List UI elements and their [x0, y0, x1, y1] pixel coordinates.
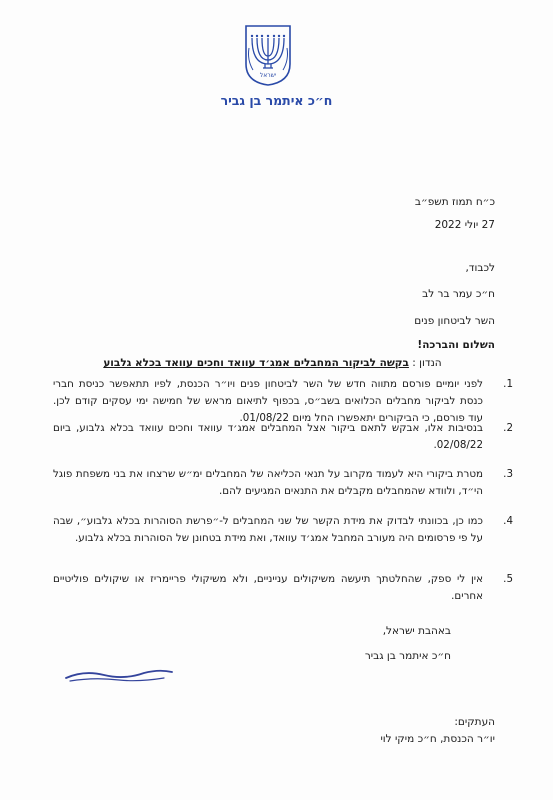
hebrew-date: כ״ח תמוז תשפ״ב — [414, 196, 495, 208]
recipient-name: ח״כ עמר בר לב — [422, 288, 495, 300]
subject-line — [50, 357, 495, 369]
handwritten-signature — [64, 664, 174, 688]
gregorian-date: 27 יולי 2022 — [434, 219, 495, 231]
item-text: אין לי ספק, שהחלטתך תיעשה משיקולים ענייניים, ולא משיקולי פריימריז או שיקולים פוליטיים אחרים. — [53, 573, 483, 602]
menorah-emblem-icon — [243, 24, 293, 86]
cc-recipient: יו״ר הכנסת, ח״כ מיקי לוי — [380, 733, 495, 745]
item-number: 1. — [503, 378, 513, 390]
greeting: השלום והברכה! — [417, 339, 495, 351]
recipient-salutation: לכבוד, — [465, 262, 495, 274]
emblem-text: ישראל — [259, 72, 277, 79]
cc-label: העתקים: — [454, 716, 495, 728]
list-item — [53, 513, 513, 547]
subject-label: הנדון : — [412, 357, 442, 369]
list-item — [53, 420, 513, 454]
sender-name: ח״כ איתמר בן גביר — [220, 93, 333, 108]
item-text: כמו כן, בכוונתי לבדוק את מידת הקשר של שני המחבלים ל-״פרשת הסוהרות בכלא גלבוע״, שבה על פי פרסומים היה מעורב המחבל אמג׳ד עוואד, ואת מידת בטחונן של הסוהרות בכלא גלבוע. — [53, 515, 483, 544]
list-item — [53, 466, 513, 500]
closing-line: באהבת ישראל, — [382, 625, 451, 637]
item-text: מטרת ביקורי היא לעמוד מקרוב על תנאי הכליאה של המחבלים ימ״ש שרצחו את בני משפחת פוגל הי״ד, ולוודא שהמחבלים מקבלים את התנאים המגיעים להם. — [53, 468, 483, 497]
list-item — [53, 571, 513, 605]
item-number: 4. — [503, 515, 513, 527]
recipient-title: השר לביטחון פנים — [414, 315, 495, 327]
item-number: 2. — [503, 422, 513, 434]
signature-name: ח״כ איתמר בן גביר — [364, 650, 451, 662]
subject-text: בקשה לביקור המחבלים אמג׳ד עוואד וחכים עוואד בכלא גלבוע — [103, 357, 409, 369]
item-number: 3. — [503, 468, 513, 480]
item-text: לפני יומיים פורסם מתווה חדש של השר לביטחון פנים ויו״ר הכנסת, לפיו תתאפשר כניסת חברי כנסת לביקור מחבלים הכלואים בשב״ס, בכפוף לתיאום מראש של חמישה ימי עסקים קודם לכן. עוד פורסם, כי הביקורים יתאפשרו החל מיום 01/08/22. — [53, 378, 483, 424]
item-number: 5. — [503, 573, 513, 585]
item-text: בנסיבות אלו, אבקש לתאם ביקור אצל המחבלים אמג׳ד עוואד וחכים עוואד בכלא גלבוע, ביום 02/08/22. — [53, 422, 483, 451]
